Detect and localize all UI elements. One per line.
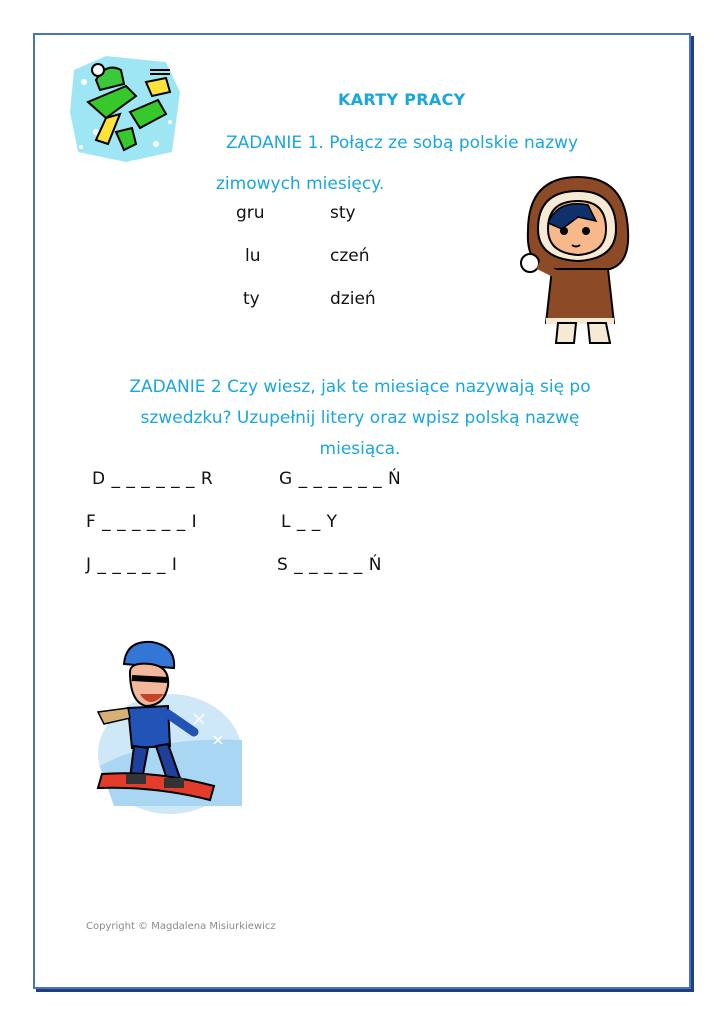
syllable-left: gru [236,203,265,223]
syllable-left: ty [243,289,260,309]
syllable-right: czeń [330,246,370,266]
month-blank: F _ _ _ _ _ _ I [86,512,198,532]
task2-instruction [100,372,620,465]
syllable-left: lu [245,246,261,266]
task2-instruction-line3: miesiąca. [319,439,401,459]
snowboarder-clipart [84,636,244,816]
month-blank: L _ _ Y [281,512,338,532]
month-blank: D _ _ _ _ _ _ R [92,469,214,489]
month-blank: J _ _ _ _ _ I [86,555,178,575]
month-blank: S _ _ _ _ _ Ń [277,555,382,575]
task1-instruction-line2: zimowych miesięcy. [216,174,385,194]
task1-instruction-line1: ZADANIE 1. Połącz ze sobą polskie nazwy [226,133,579,153]
eskimo-girl-clipart [518,173,634,348]
syllable-right: dzień [330,289,376,309]
syllable-right: sty [330,203,356,223]
task2-instruction-line2: szwedzku? Uzupełnij litery oraz wpisz polską nazwę [140,408,580,428]
copyright: Copyright © Magdalena Misiurkiewicz [86,921,276,932]
page-title: KARTY PRACY [338,90,466,109]
month-blank: G _ _ _ _ _ _ Ń [279,469,402,489]
winter-clothes-clipart [66,52,186,167]
task2-instruction-line1: ZADANIE 2 Czy wiesz, jak te miesiące nazywają się po [129,377,591,397]
